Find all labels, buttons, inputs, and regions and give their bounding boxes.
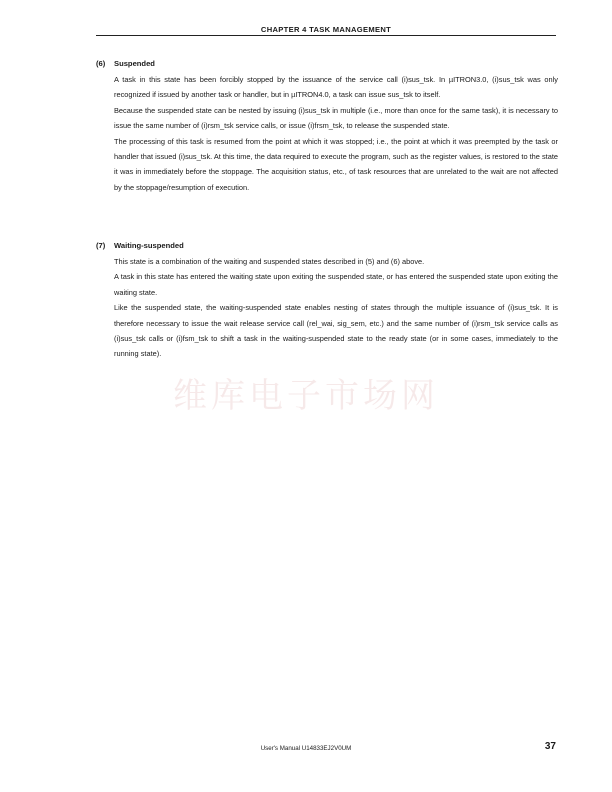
paragraph: A task in this state has been forcibly stopped by the issuance of the service call (i)sus_tsk. In µITRON3.0, (i)sus_tsk was only recognized if issued by another task or handler, but in µITRON4.0, a task can issue sus_tsk to itself. bbox=[114, 75, 558, 100]
header-rule bbox=[96, 35, 556, 36]
paragraph: This state is a combination of the waiting and suspended states described in (5) and (6) above. bbox=[114, 257, 425, 266]
footer-manual-id: User's Manual U14833EJ2V0UM bbox=[260, 745, 352, 752]
paragraph: The processing of this task is resumed from the point at which it was stopped; i.e., the point at which it was preempted by the task or handler that issued (i)sus_tsk. At this time, the data required to execute the program, such as the register values, is restored to the state it was in immediately before the stoppage. The acquisition status, etc., of task resources that are unrelated to the wait are not affected by the stoppage/resumption of execution. bbox=[114, 136, 558, 192]
paragraph: Because the suspended state can be nested by issuing (i)sus_tsk in multiple (i.e., more than once for the same task), it is necessary to issue the same number of (i)rsm_tsk service calls, or issue (i)frsm_tsk, to release the suspended state. bbox=[114, 105, 558, 131]
page-header: CHAPTER 4 TASK MANAGEMENT bbox=[260, 25, 392, 34]
section-waiting-suspended bbox=[96, 240, 558, 362]
paragraph: Like the suspended state, the waiting-suspended state enables nesting of states through the multiple issuance of (i)sus_tsk. It is therefore necessary to issue the wait release service call (rel_wai, sig_sem, etc.) and the same number of (i)rsm_tsk service calls as (i)sus_tsk calls or (i)fsm_tsk to shift a task in the waiting-suspended state to the ready state (or in some cases, immediately to the running state). bbox=[114, 303, 558, 359]
section-title: Suspended bbox=[114, 59, 155, 68]
page-number: 37 bbox=[544, 741, 556, 752]
section-title: Waiting-suspended bbox=[114, 241, 184, 250]
section-number: (6) bbox=[96, 59, 106, 68]
section-heading bbox=[96, 240, 558, 252]
section-heading bbox=[96, 58, 558, 70]
section-suspended bbox=[96, 58, 558, 195]
section-number: (7) bbox=[96, 241, 106, 250]
watermark: 维库电子市场网 bbox=[173, 376, 439, 416]
paragraph: A task in this state has entered the waiting state upon exiting the suspended state, or has entered the suspended state upon exiting the waiting state. bbox=[114, 272, 558, 297]
